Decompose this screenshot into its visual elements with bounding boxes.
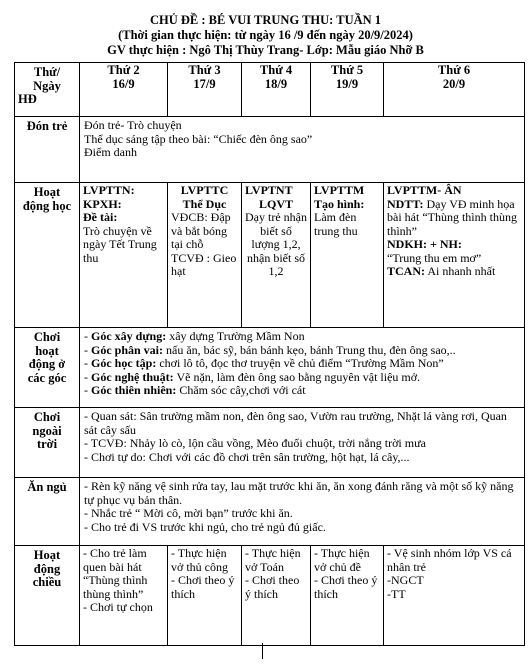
weekly-plan-table: [14, 62, 525, 646]
day-date: 18/9: [264, 76, 288, 91]
hdh-mon: [80, 183, 168, 328]
an-ngu-content: [80, 478, 525, 546]
topic-label: Đề tài:: [83, 210, 118, 224]
text-line: - Chơi tự chọn: [83, 600, 153, 614]
day-date: 17/9: [193, 76, 216, 91]
row-label-line: Hoạt: [33, 185, 61, 199]
item-label: TCAN:: [387, 264, 425, 278]
text-line: - Nhắc trẻ “ Mời cô, mời bạn” trước khi ăn.: [84, 506, 293, 520]
day-date: 20/9: [442, 76, 466, 91]
row-label-choi-ngoai-troi: [15, 408, 80, 478]
corner-label: Góc học tập:: [91, 356, 157, 370]
item-label: NDKH: + NH:: [387, 237, 462, 251]
day-header-wed: [242, 63, 311, 117]
header-row: [15, 63, 525, 117]
field-label: LVPTTM: [314, 183, 365, 197]
activity-content: Dạy trẻ nhận biết số lượng 1,2, nhận biết số 1,2: [245, 210, 307, 278]
hdh-fri: [384, 183, 525, 328]
row-label-an-ngu: Ăn ngủ: [15, 478, 80, 546]
text-line: Điểm danh: [84, 145, 137, 159]
item-label: NDTT:: [387, 196, 424, 211]
text-line: Đón trẻ- Trò chuyện: [84, 118, 182, 132]
row-choi-ngoai-troi: [15, 408, 525, 478]
field-label: LVPTNT: [245, 183, 293, 197]
code-label: LQVT: [258, 196, 293, 211]
corner-label: Ngày: [33, 78, 61, 93]
text-line: - Chơi theo ý thích: [314, 573, 378, 601]
corner-item: - Góc phân vai: nấu ăn, bác sỹ, bán bánh kẹo, bánh Trung thu, đèn ông sao,..: [84, 342, 456, 357]
row-label-hoat-dong-chieu: [15, 546, 80, 646]
day-name: Thứ 5: [330, 63, 364, 77]
corner-label: Góc thiên nhiên:: [91, 383, 177, 397]
row-label-line: các góc: [27, 370, 67, 385]
row-label-line: động học: [22, 198, 72, 213]
text-line: - Quan sát: Sân trường mầm non, đèn ông sao, Vườn rau trường, Nhặt lá vàng rơi, Quan sát cây sấu: [84, 409, 507, 437]
row-label-line: chiều: [32, 575, 62, 589]
hdc-tue: [168, 546, 242, 646]
text-line: - Thực hiện vở Toán: [245, 546, 301, 574]
row-label-choi-goc: [15, 328, 80, 408]
row-label-line: ngoài: [32, 423, 62, 438]
row-label-line: Chơi: [33, 330, 61, 344]
row-don-tre: [15, 117, 525, 183]
row-label-line: Chơi: [33, 410, 61, 424]
corner-label: Góc xây dựng:: [91, 329, 167, 343]
teacher-class: GV thực hiện : Ngô Thị Thùy Trang- Lớp: Mẫu giáo Nhỡ B: [107, 43, 424, 57]
day-header-thu: [311, 63, 384, 117]
day-date: 16/9: [112, 76, 135, 91]
day-header-mon: [80, 63, 168, 117]
day-name: Thứ 3: [188, 63, 221, 77]
text-line: -TT: [387, 586, 406, 601]
text-line: Thể dục sáng tập theo bài: “Chiếc đèn ông sao”: [84, 131, 313, 146]
day-date: 19/9: [335, 76, 359, 91]
day-name: Thứ 2: [107, 63, 140, 77]
item-text: “Trung thu em mơ”: [387, 250, 482, 265]
text-line: - Thực hiện vở thủ công: [171, 546, 229, 574]
hdc-fri: [384, 546, 525, 646]
corner-cell: [15, 63, 80, 117]
text-line: - TCVĐ: Nhảy lò cò, lộn cầu vồng, Mèo đuổi chuột, trời nắng trời mưa: [84, 436, 426, 450]
field-label: LVPTTN:: [83, 183, 135, 197]
row-label-line: hoạt: [35, 343, 59, 358]
topic-title: CHỦ ĐỀ : BÉ VUI TRUNG THU: TUẦN 1: [149, 13, 382, 27]
day-name: Thứ 6: [437, 63, 471, 77]
activity-content: Trò chuyện về ngày Tết Trung thu: [83, 223, 157, 265]
text-line: - Chơi theo ý thích: [171, 573, 235, 601]
corner-item: - Góc thiên nhiên: Chăm sóc cây,chơi với cát: [84, 383, 306, 397]
row-label-line: động ở: [28, 357, 66, 371]
item-text: Ai nhanh nhất: [425, 264, 496, 278]
text-line: - Chơi tự do: Chơi với các đồ chơi trên sân trường, hột hạt, lá cây,...: [84, 449, 410, 464]
choi-ngoai-troi-content: [80, 408, 525, 478]
corner-text: xây dựng Trường Mầm Non: [166, 329, 305, 343]
corner-text: nấu ăn, bác sỹ, bán bánh kẹo, bánh Trung thu, đèn ông sao,..: [163, 342, 456, 357]
time-range: (Thời gian thực hiện: từ ngày 16 /9 đến ngày 20/9/2024): [118, 28, 413, 42]
day-header-fri: [384, 63, 525, 117]
subject-title: Tạo hình:: [314, 196, 365, 211]
activity-game: TCVĐ : Gieo hạt: [171, 250, 237, 278]
code-label: KPXH:: [83, 196, 122, 211]
row-label-line: Hoạt: [33, 548, 61, 562]
text-line: -NGCT: [387, 573, 424, 587]
row-label-line: động: [33, 561, 61, 576]
hdh-thu: [311, 183, 384, 328]
corner-item: - Góc nghệ thuật: Vẽ nặn, làm đèn ông sao bằng nguyên vật liệu mở.: [84, 369, 421, 384]
hdc-thu: [311, 546, 384, 646]
text-line: - Thực hiện vở chủ đề: [314, 546, 370, 574]
field-label: LVPTTC: [180, 183, 229, 197]
text-line: - Chơi theo ý thích: [245, 573, 300, 601]
hdh-tue: [168, 183, 242, 328]
choi-goc-content: [80, 328, 525, 408]
row-label-hoat-dong-hoc: [15, 183, 80, 328]
field-label: LVPTTM- ÂN: [387, 183, 462, 197]
corner-item: - Góc học tập: chơi lô tô, đọc thơ truyện về chủ điểm “Trường Mầm Non”: [84, 356, 444, 370]
row-hoat-dong-hoc: [15, 183, 525, 328]
corner-label: Góc phân vai:: [91, 342, 164, 357]
subject-title: Thể Dục: [182, 196, 227, 211]
row-choi-goc: [15, 328, 525, 408]
don-tre-content: [80, 117, 525, 183]
row-hoat-dong-chieu: [15, 546, 525, 646]
text-line: - Rèn kỹ năng vệ sinh rửa tay, lau mặt trước khi ăn, ăn xong đánh răng và một số kỹ năng tự phục vụ bản thân.: [84, 479, 514, 507]
text-line: - Vệ sinh nhóm lớp VS cá nhân trẻ: [387, 546, 512, 574]
row-label-line: trời: [36, 437, 58, 451]
fri-item-1: [387, 198, 521, 239]
row-label-don-tre: Đón trẻ: [15, 117, 80, 183]
activity-content: VĐCB: Đập và bắt bóng tại chỗ: [171, 210, 231, 251]
corner-text: Chăm sóc cây,chơi với cát: [176, 383, 306, 397]
activity-content: Làm đèn trung thu: [314, 210, 358, 238]
corner-label: HĐ: [18, 92, 37, 106]
text-line: - Cho trẻ làm quen bài hát “Thùng thình thùng thình”: [83, 546, 148, 601]
text-line: - Cho trẻ đi VS trước khi ngủ, cho trẻ ngủ đủ giấc.: [84, 519, 326, 534]
corner-text: chơi lô tô, đọc thơ truyện về chủ điểm “Trường Mầm Non”: [156, 356, 444, 370]
hdc-mon: [80, 546, 168, 646]
hdh-wed: [242, 183, 311, 328]
day-header-tue: [168, 63, 242, 117]
day-name: Thứ 4: [259, 63, 293, 77]
item-text: Dạy VĐ minh họa bài hát “Thùng thình thùng thình”: [387, 196, 517, 238]
row-an-ngu: [15, 478, 525, 546]
corner-label: Góc nghệ thuật:: [91, 369, 174, 384]
corner-item: - Góc xây dựng: xây dựng Trường Mầm Non: [84, 329, 305, 343]
hdc-wed: [242, 546, 311, 646]
fri-item-3: [387, 265, 521, 279]
corner-text: Vẽ nặn, làm đèn ông sao bằng nguyên vật liệu mở.: [173, 369, 421, 384]
corner-label: Thứ/: [33, 65, 61, 79]
table-continuation-line: [262, 643, 263, 659]
